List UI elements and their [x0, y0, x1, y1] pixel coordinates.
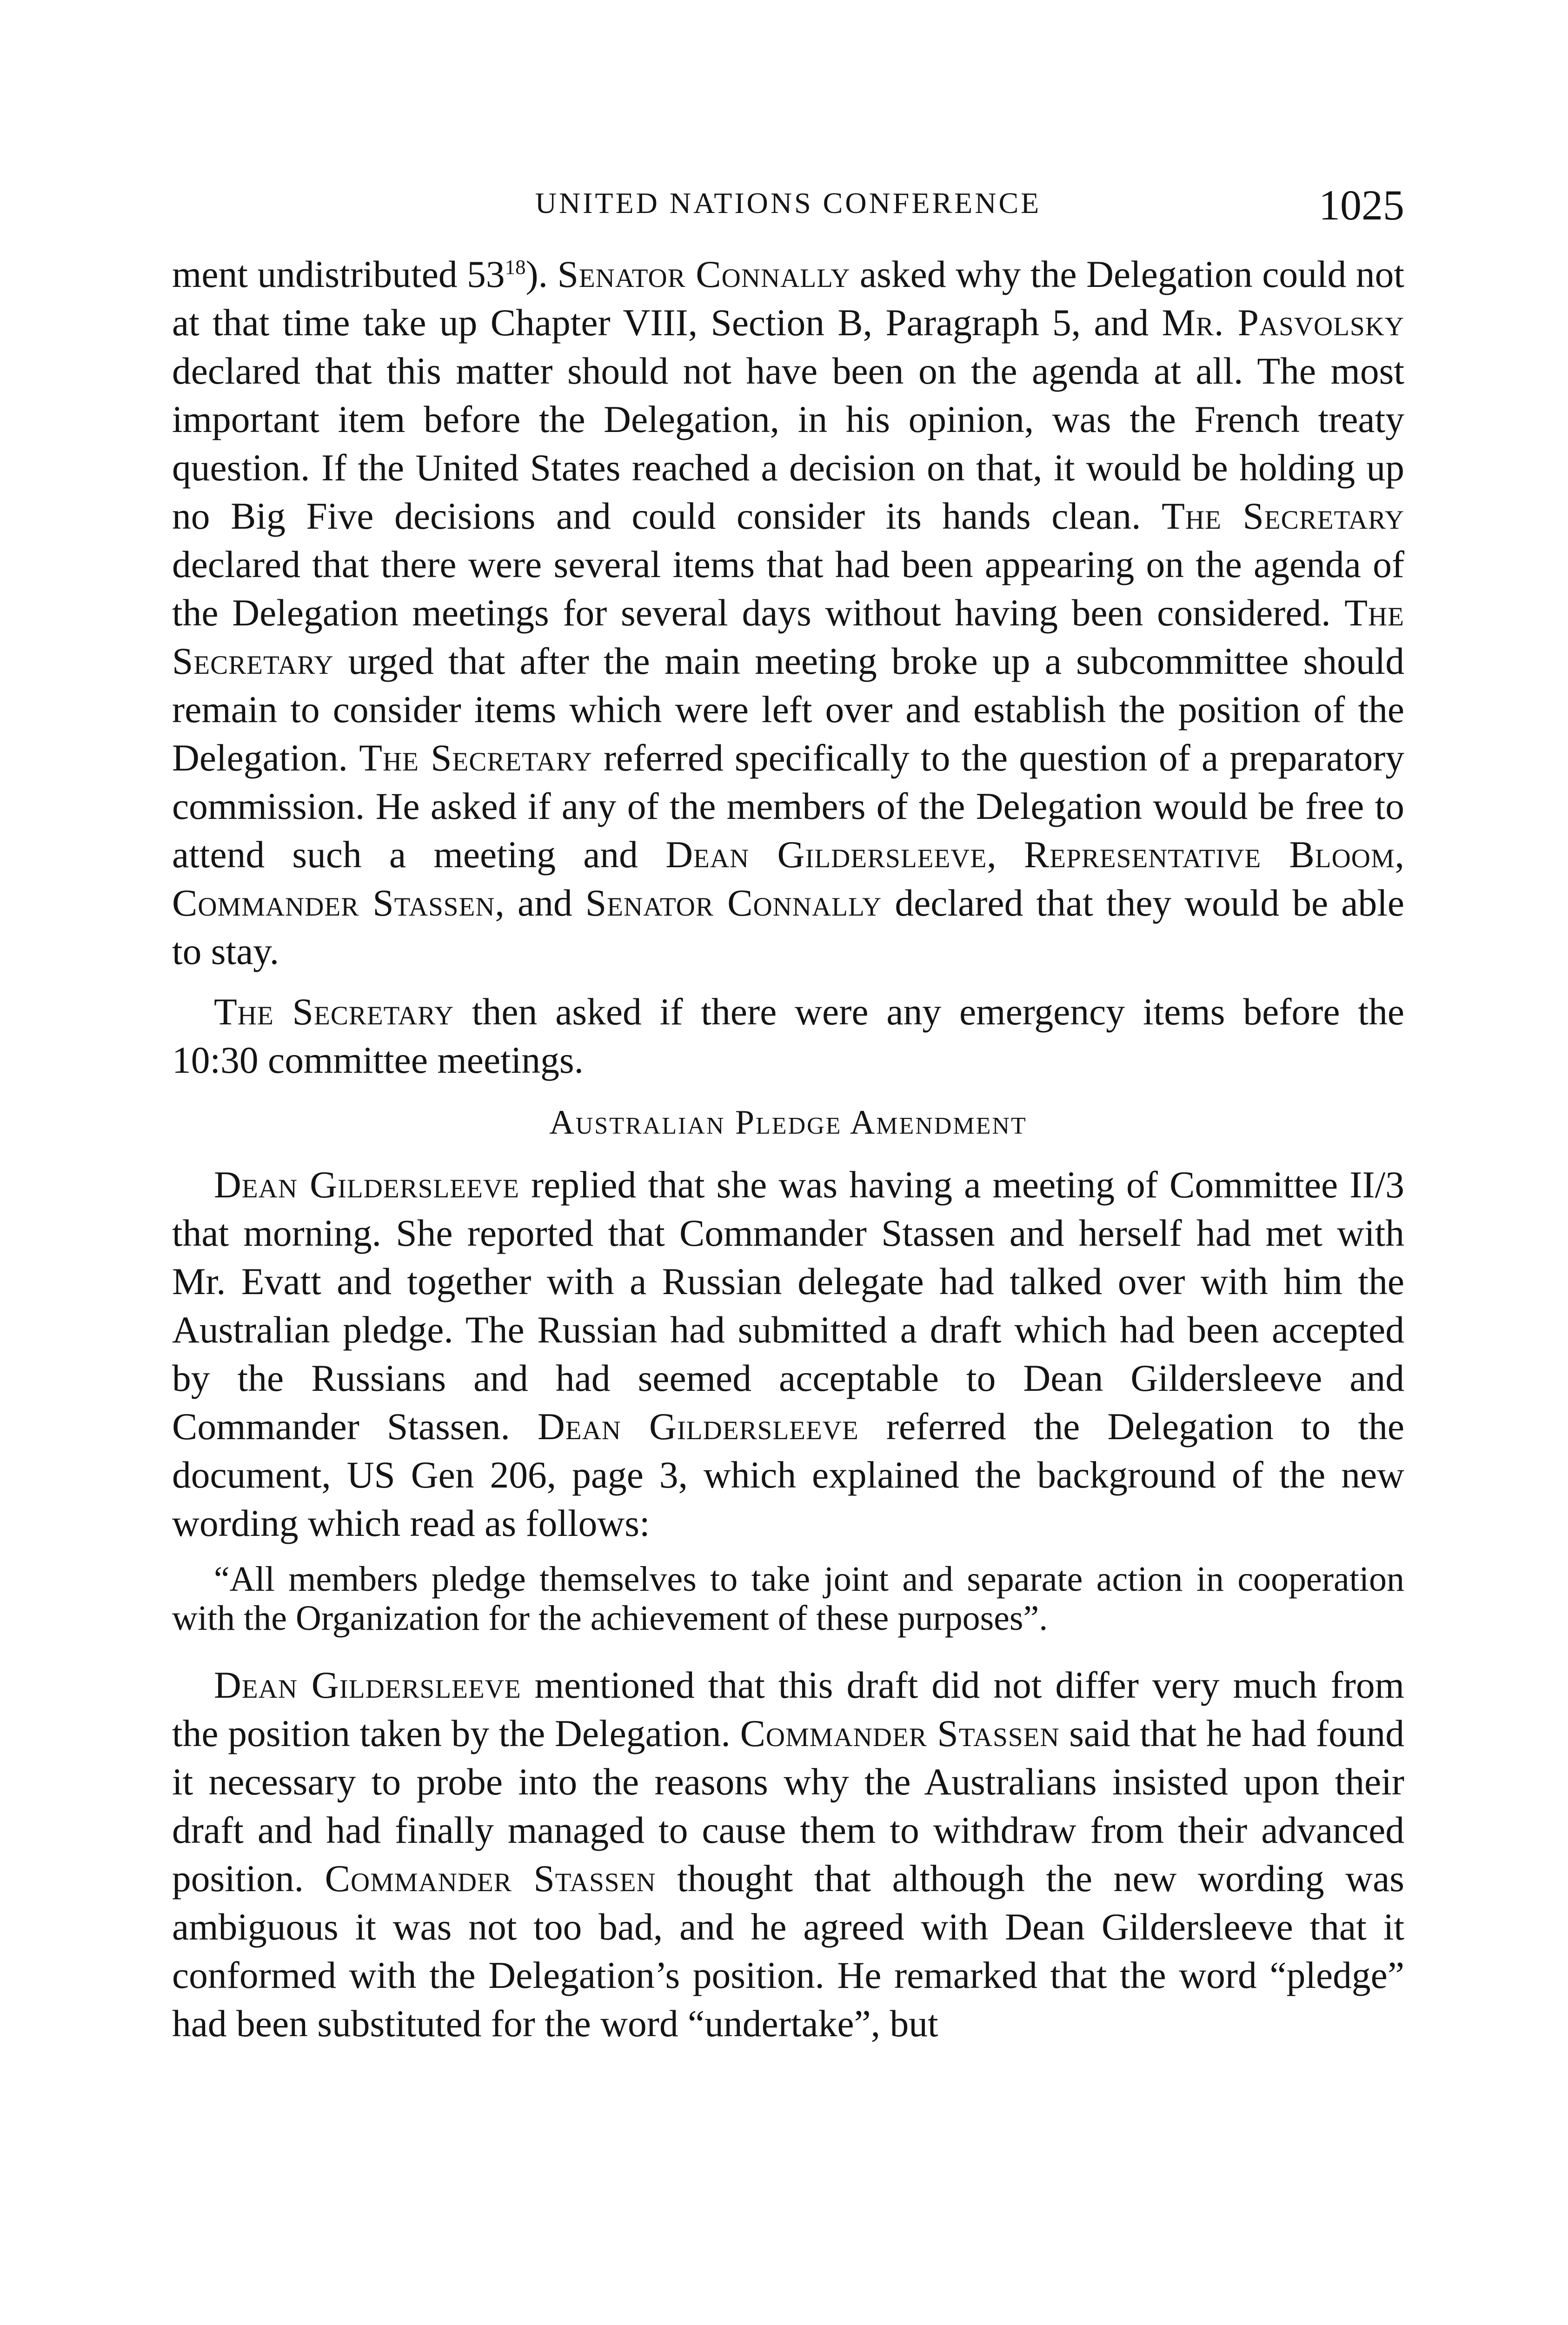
text-run: ).	[525, 253, 558, 295]
speaker-name: Commander Stassen	[325, 1857, 656, 1900]
text-run: said that he had found it necessary to probe into the reasons why the Australians insisted upon their draft and had finally managed to cause them to withdraw from their advanced position.	[172, 1712, 1404, 1900]
block-quote: “All members pledge themselves to take joint and separate action in cooperation with the Organization for the achievement of these purposes”.	[172, 1560, 1404, 1638]
speaker-name: The Secretary	[1162, 495, 1404, 537]
paragraph-3	[172, 1161, 1404, 1548]
text-run: referred specifically to the question of a preparatory commission. He asked if any of the members of the Delegation would be free to attend such a meeting and	[172, 737, 1405, 876]
text-run: urged that after the main meeting broke up a subcommittee should remain to consider items which were left over and establish the position of the Delegation.	[172, 640, 1404, 779]
speaker-name: Senator Connally	[557, 253, 850, 295]
text-run: referred the Delegation to the document, US Gen 206, page 3, which explained the background of the new wording which read as follows:	[172, 1405, 1404, 1544]
running-title: UNITED NATIONS CONFERENCE	[535, 186, 1042, 219]
paragraph-4	[172, 1661, 1404, 2048]
text-run: thought that although the new wording was ambiguous it was not too bad, and he agreed with Dean Gildersleeve that it conformed with the Delegation’s position. He remarked that the word “pledge” had been substituted for the word “undertake”, but	[172, 1857, 1404, 2045]
text-run: , and	[495, 882, 585, 924]
text-run: replied that she was having a meeting of Committee II/3 that morning. She reported that Commander Stassen and herself had met with Mr. Evatt and together with a Russian delegate had talked over with him the Australian pledge. The Russian had submitted a draft which had been accepted by the Russians and had seemed acceptable to Dean Gildersleeve and Commander Stassen.	[172, 1163, 1404, 1448]
text-run: declared that this matter should not have been on the agenda at all. The most important item before the Delegation, in his opinion, was the French treaty question. If the United States reached a decision on that, it would be holding up no Big Five decisions and could consider its hands clean.	[172, 350, 1404, 537]
speaker-name: Dean Gildersleeve	[537, 1405, 859, 1448]
text-run: ment undistributed 53	[172, 253, 505, 295]
page-number: 1025	[1319, 181, 1404, 229]
speaker-name: Mr. Pasvolsky	[1162, 301, 1404, 344]
text-run: asked why the Delegation could not at that time take up Chapter VIII, Section B, Paragraph 5, and	[172, 253, 1404, 344]
speaker-name: The Secretary	[214, 990, 454, 1033]
running-head	[172, 180, 1404, 232]
speaker-name: Dean Gildersleeve	[214, 1163, 519, 1206]
speaker-name: Representative Bloom	[1023, 833, 1395, 876]
section-heading: Australian Pledge Amendment	[549, 1103, 1027, 1142]
speaker-name: The Secretary	[359, 737, 592, 779]
speaker-name: Commander Stassen	[740, 1712, 1060, 1754]
speaker-name: Dean Gildersleeve	[214, 1664, 521, 1706]
footnote-reference: 18	[505, 255, 526, 279]
paragraph-1	[172, 250, 1404, 976]
text-run: ,	[1395, 833, 1405, 876]
body-text	[172, 250, 1404, 2048]
paragraph-2	[172, 988, 1404, 1084]
text-run: declared that there were several items that had been appearing on the agenda of the Delegation meetings for several days without having been considered.	[172, 543, 1404, 634]
text-run: mentioned that this draft did not differ very much from the position taken by the Delegation.	[172, 1664, 1404, 1754]
text-run: then asked if there were any emergency items before the 10:30 committee meetings.	[172, 990, 1404, 1081]
speaker-name: The Secretary	[172, 591, 1404, 682]
text-run: ,	[987, 833, 1024, 876]
text-run: declared that they would be able to stay.	[172, 882, 1405, 972]
speaker-name: Senator Connally	[585, 882, 882, 924]
speaker-name: Commander Stassen	[172, 882, 495, 924]
speaker-name: Dean Gildersleeve	[665, 833, 987, 876]
